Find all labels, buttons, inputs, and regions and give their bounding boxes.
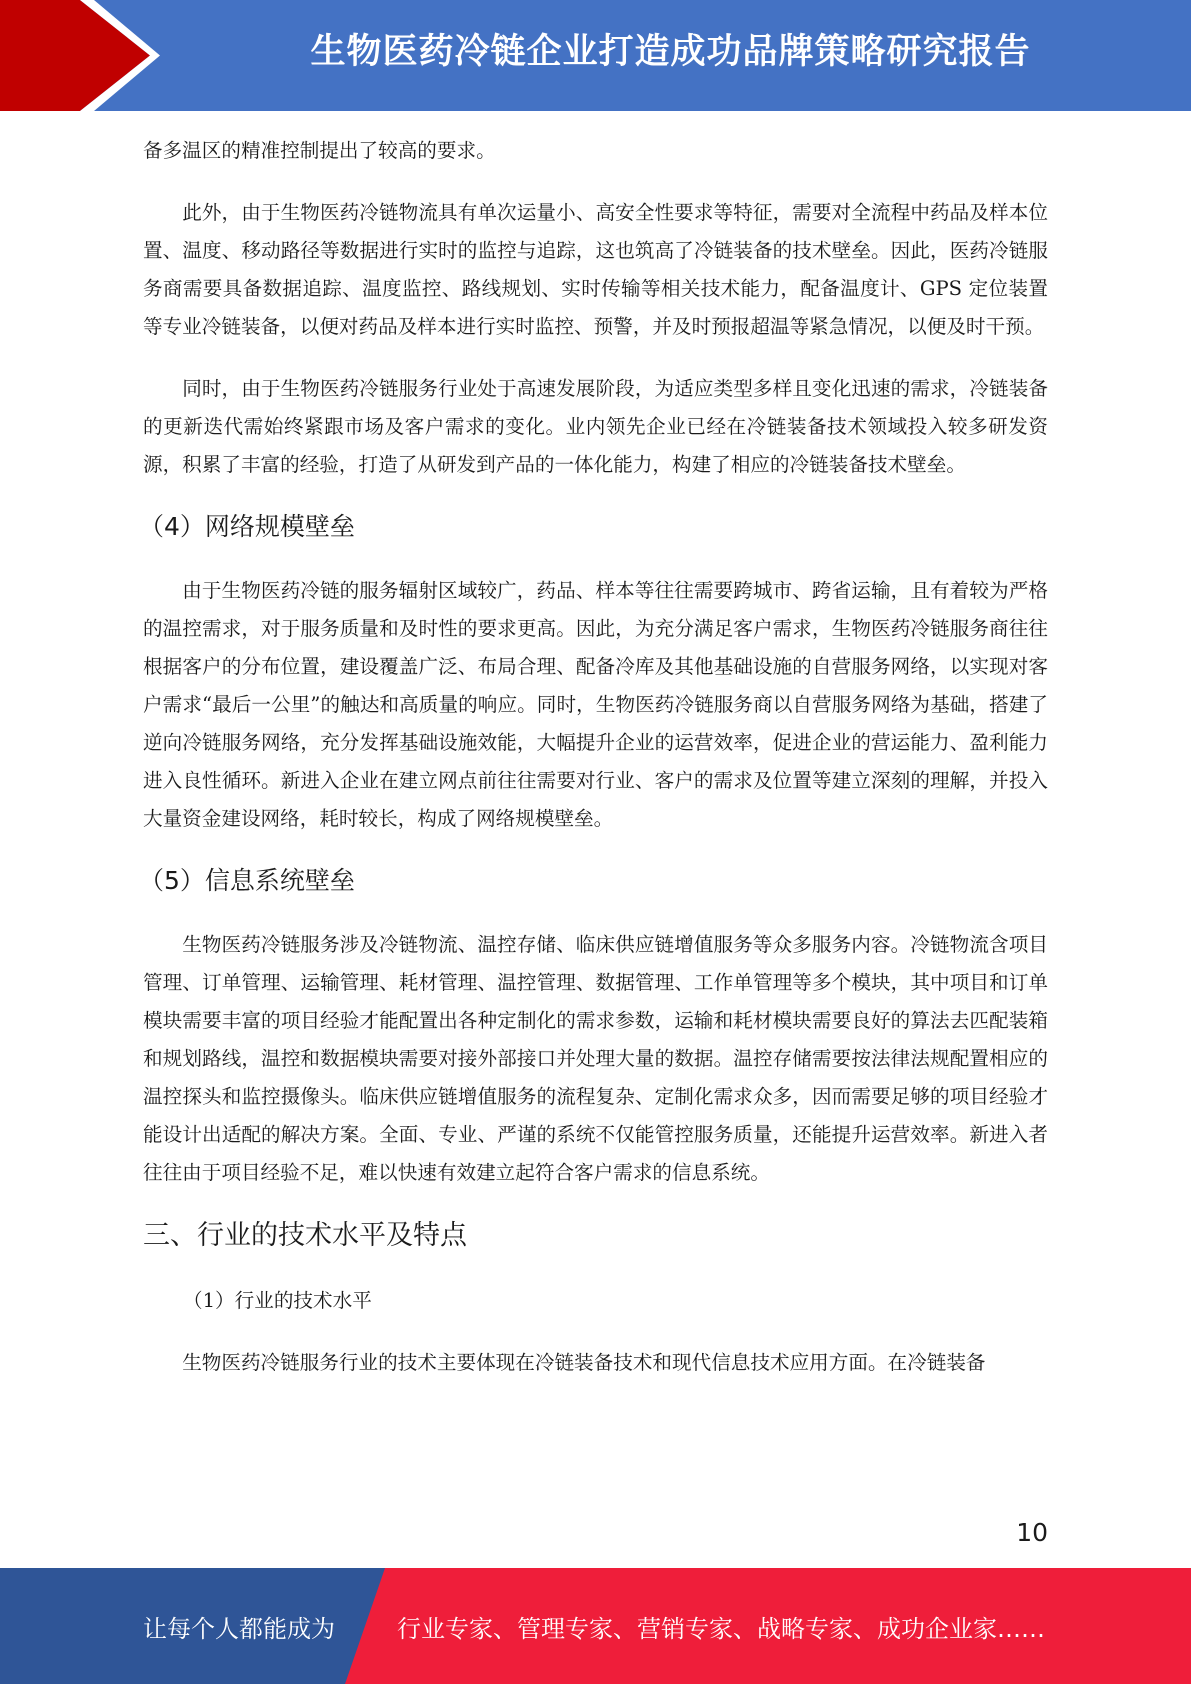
report-title: 生物医药冷链企业打造成功品牌策略研究报告 <box>310 32 1031 72</box>
paragraph: 生物医药冷链服务涉及冷链物流、温控存储、临床供应链增值服务等众多服务内容。冷链物流含项目管理、订单管理、运输管理、耗材管理、温控管理、数据管理、工作单管理等多个模块，其中项目和订单模块需要丰富的项目经验才能配置出各种定制化的需求参数，运输和耗材模块需要良好的算法去匹配装箱和规划路线，温控和数据模块需要对接外部接口并处理大量的数据。温控存储需要按法律法规配置相应的温控探头和监控摄像头。临床供应链增值服务的流程复杂、定制化需求众多，因而需要足够的项目经验才能设计出适配的解决方案。全面、专业、严谨的系统不仅能管控服务质量，还能提升运营效率。新进入者往往由于项目经验不足，难以快速有效建立起符合客户需求的信息系统。 <box>143 933 1048 1184</box>
section-heading-info-system: （5）信息系统壁垒 <box>139 866 355 895</box>
section-heading-network: （4）网络规模壁垒 <box>139 512 355 541</box>
paragraph: 同时，由于生物医药冷链服务行业处于高速发展阶段，为适应类型多样且变化迅速的需求，冷链装备的更新迭代需始终紧跟市场及客户需求的变化。业内领先企业已经在冷链装备技术领域投入较多研发资源，积累了丰富的经验，打造了从研发到产品的一体化能力，构建了相应的冷链装备技术壁垒。 <box>143 377 1048 476</box>
chapter-heading-technology: 三、行业的技术水平及特点 <box>143 1220 467 1251</box>
footer-slogan-right: 行业专家、管理专家、营销专家、战略专家、成功企业家…… <box>397 1615 1045 1643</box>
footer-slogan-left: 让每个人都能成为 <box>143 1615 335 1643</box>
paragraph: 生物医药冷链服务行业的技术主要体现在冷链装备技术和现代信息技术应用方面。在冷链装备 <box>182 1351 986 1374</box>
chevron-arrow-icon <box>0 0 160 111</box>
page-header <box>0 0 1191 111</box>
page-footer <box>0 1568 1191 1684</box>
page-number: 10 <box>1016 1518 1048 1547</box>
paragraph: 备多温区的精准控制提出了较高的要求。 <box>143 139 496 162</box>
subsection-heading: （1）行业的技术水平 <box>183 1289 372 1312</box>
page-content <box>139 132 1048 1406</box>
paragraph: 由于生物医药冷链的服务辐射区域较广，药品、样本等往往需要跨城市、跨省运输，且有着较为严格的温控需求，对于服务质量和及时性的要求更高。因此，为充分满足客户需求，生物医药冷链服务商往往根据客户的分布位置，建设覆盖广泛、布局合理、配备冷库及其他基础设施的自营服务网络，以实现对客户需求“最后一公里”的触达和高质量的响应。同时，生物医药冷链服务商以自营服务网络为基础，搭建了逆向冷链服务网络，充分发挥基础设施效能，大幅提升企业的运营效率，促进企业的营运能力、盈利能力进入良性循环。新进入企业在建立网点前往往需要对行业、客户的需求及位置等建立深刻的理解，并投入大量资金建设网络，耗时较长，构成了网络规模壁垒。 <box>143 579 1048 830</box>
paragraph: 此外，由于生物医药冷链物流具有单次运量小、高安全性要求等特征，需要对全流程中药品及样本位置、温度、移动路径等数据进行实时的监控与追踪，这也筑高了冷链装备的技术壁垒。因此，医药冷链服务商需要具备数据追踪、温度监控、路线规划、实时传输等相关技术能力，配备温度计、GPS 定位装置等专业冷链装备，以便对药品及样本进行实时监控、预警，并及时预报超温等紧急情况，以便及时干预。 <box>143 201 1048 338</box>
